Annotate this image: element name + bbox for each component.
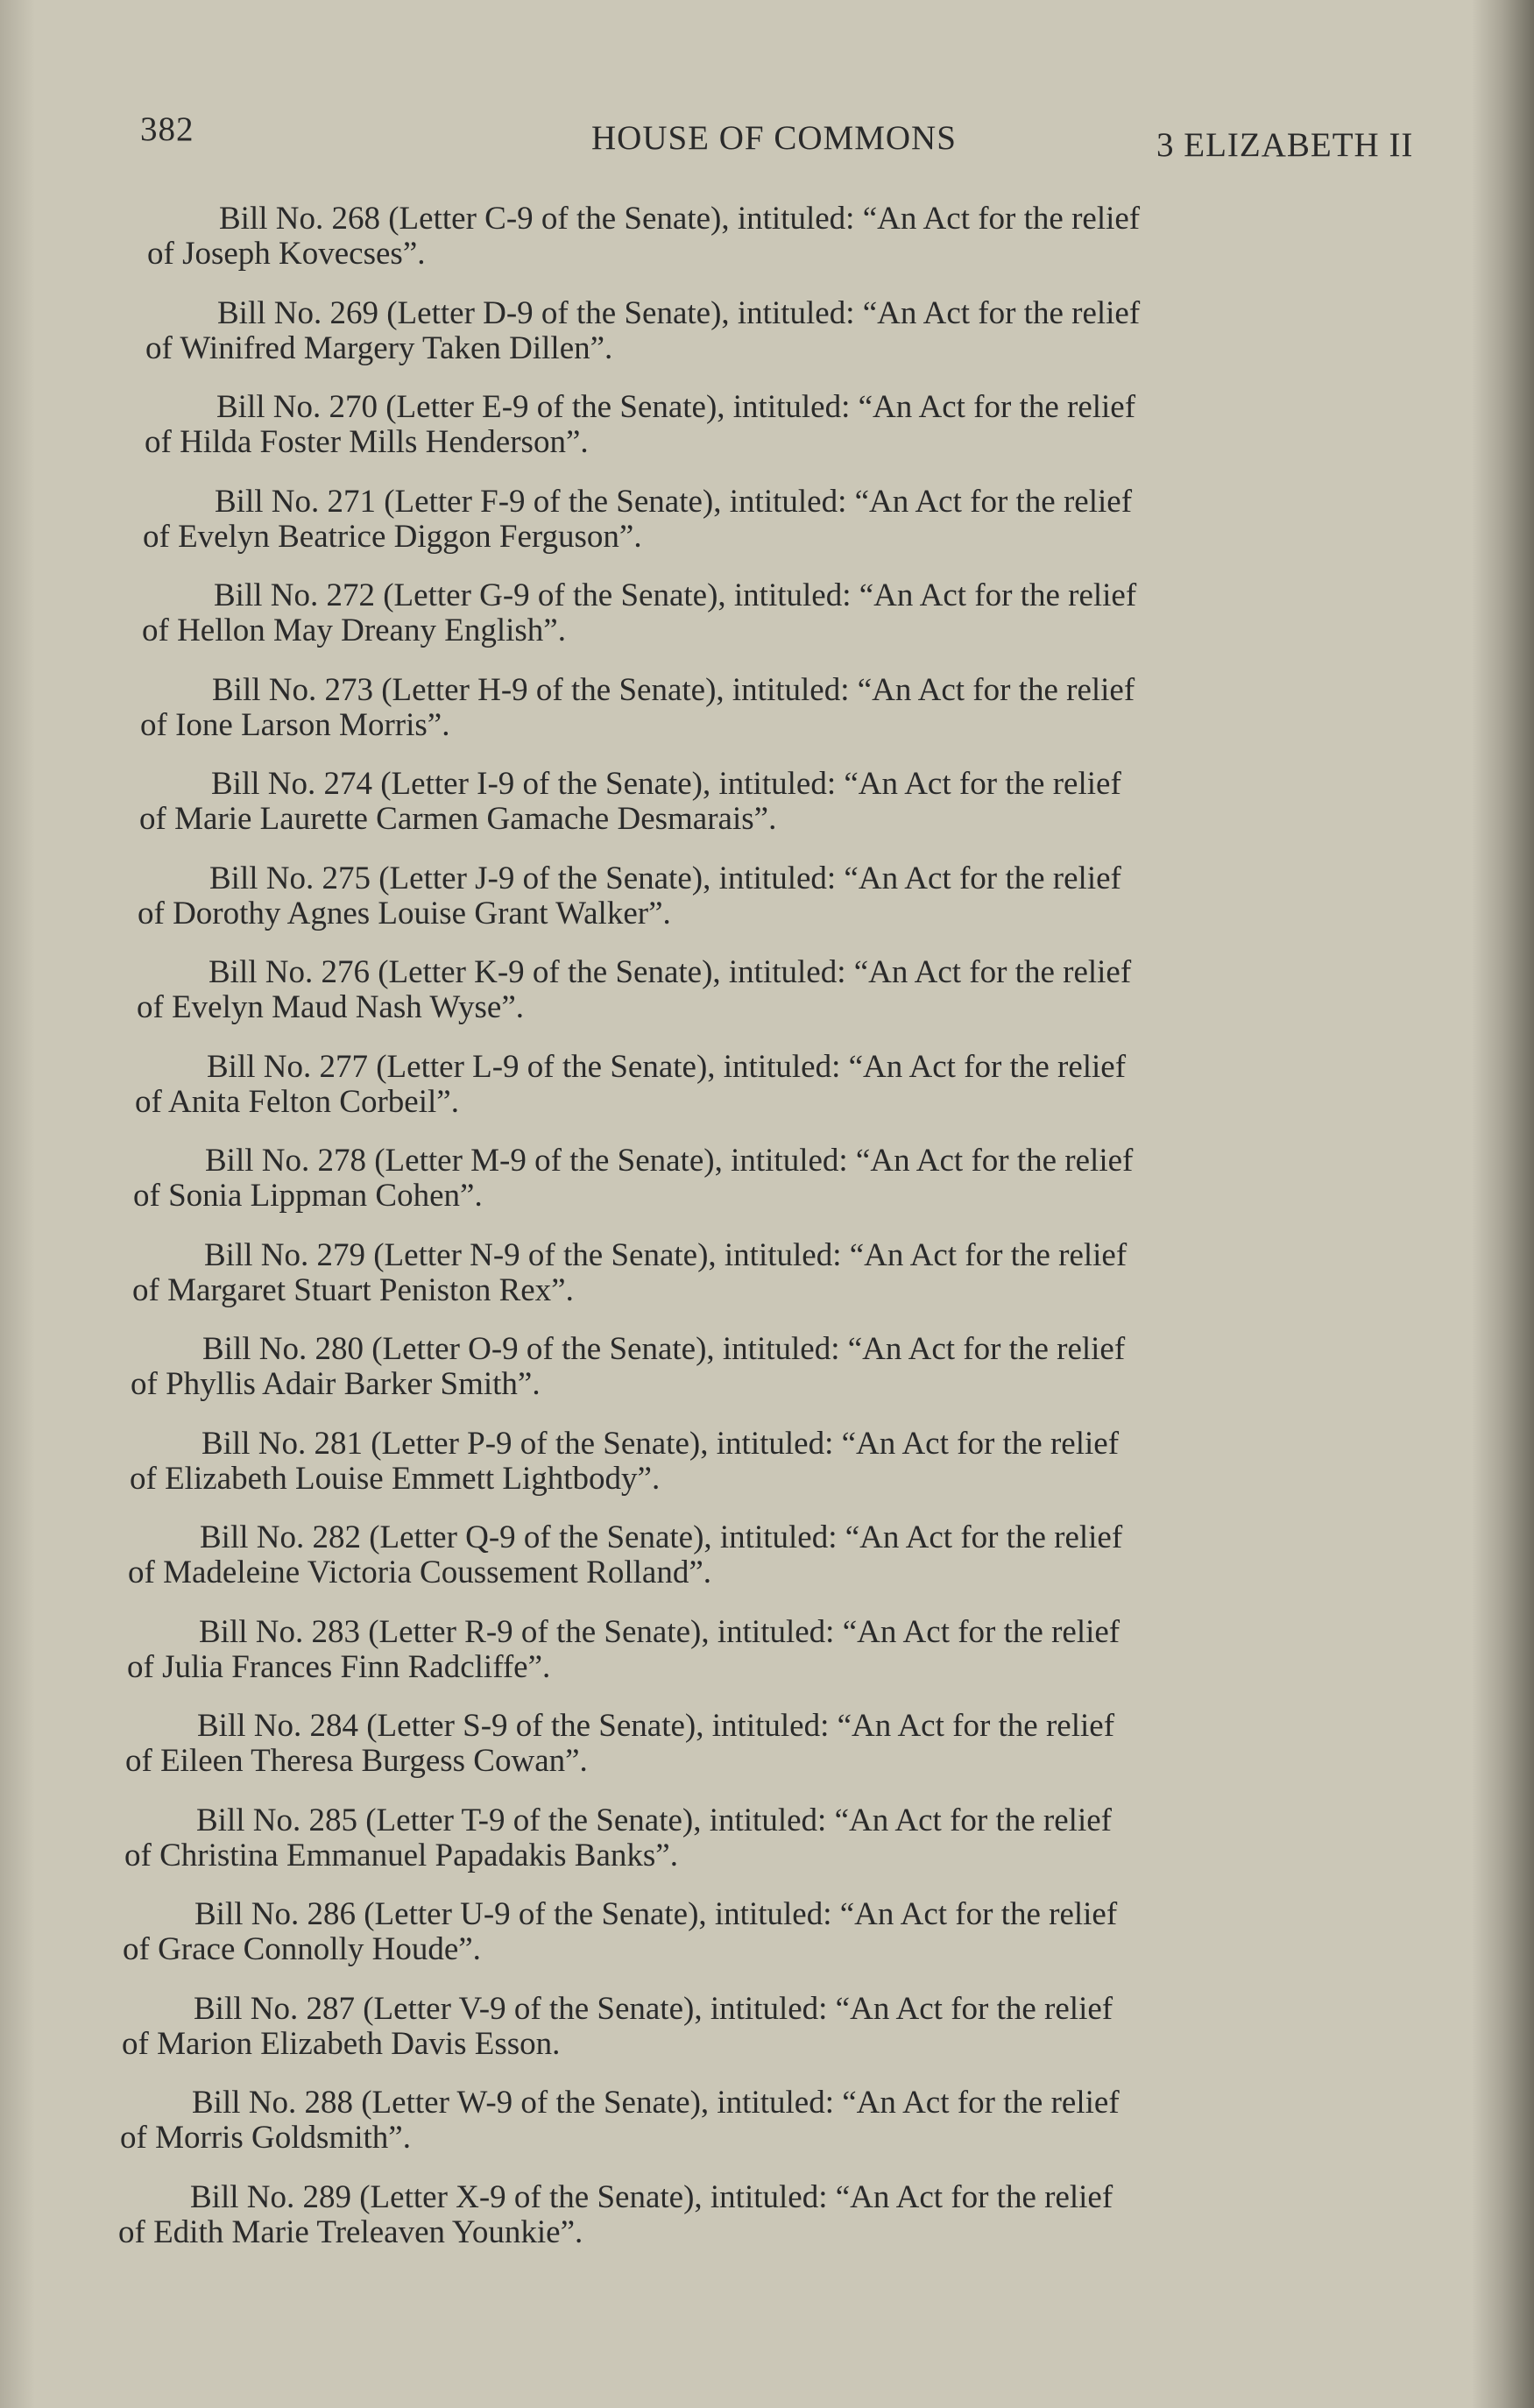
bill-line-2: of Ione Larson Morris”. [140,706,450,743]
bill-entry [0,1238,1534,1333]
bill-entry [0,673,1534,768]
bill-list [0,202,1534,2274]
bill-entry [0,1050,1534,1144]
bill-entry [0,1615,1534,1710]
bill-line-1: Bill No. 272 (Letter G-9 of the Senate), intituled: “An Act for the relief [214,577,1137,613]
bill-entry [0,202,1534,296]
bill-entry [0,955,1534,1050]
bill-line-1: Bill No. 278 (Letter M-9 of the Senate), intituled: “An Act for the relief [205,1143,1134,1179]
bill-line-2: of Marie Laurette Carmen Gamache Desmarais”. [139,801,777,837]
bill-line-2: of Morris Goldsmith”. [120,2120,411,2156]
bill-line-1: Bill No. 288 (Letter W-9 of the Senate), intituled: “An Act for the relief [192,2085,1120,2121]
bill-entry [0,296,1534,391]
bill-entry [0,1803,1534,1898]
page-number: 382 [140,110,194,148]
bill-entry [0,767,1534,861]
bill-entry [0,485,1534,579]
bill-line-1: Bill No. 271 (Letter F-9 of the Senate), intituled: “An Act for the relief [215,483,1133,520]
bill-line-1: Bill No. 279 (Letter N-9 of the Senate), intituled: “An Act for the relief [204,1236,1128,1273]
bill-line-1: Bill No. 282 (Letter Q-9 of the Senate), intituled: “An Act for the relief [200,1519,1123,1555]
bill-line-1: Bill No. 276 (Letter K-9 of the Senate), intituled: “An Act for the relief [209,954,1132,990]
bill-entry [0,1332,1534,1427]
bill-entry [0,1897,1534,1992]
bill-entry [0,861,1534,956]
bill-entry [0,578,1534,673]
bill-line-2: of Evelyn Maud Nash Wyse”. [137,989,525,1025]
bill-line-1: Bill No. 285 (Letter T-9 of the Senate), intituled: “An Act for the relief [196,1802,1112,1838]
bill-entry [0,1992,1534,2086]
bill-line-1: Bill No. 289 (Letter X-9 of the Senate), intituled: “An Act for the relief [190,2178,1113,2215]
bill-line-2: of Hilda Foster Mills Henderson”. [145,424,589,460]
bill-line-2: of Winifred Margery Taken Dillen”. [145,329,613,366]
bill-line-2: of Elizabeth Louise Emmett Lightbody”. [130,1460,661,1497]
bill-line-1: Bill No. 284 (Letter S-9 of the Senate), intituled: “An Act for the relief [197,1708,1115,1744]
bill-line-2: of Grace Connolly Houde”. [123,1931,481,1967]
bill-line-2: of Dorothy Agnes Louise Grant Walker”. [138,895,671,931]
bill-line-1: Bill No. 283 (Letter R-9 of the Senate), intituled: “An Act for the relief [199,1613,1120,1650]
bill-line-1: Bill No. 287 (Letter V-9 of the Senate), intituled: “An Act for the relief [194,1990,1113,2027]
bill-line-2: of Phyllis Adair Barker Smith”. [131,1366,541,1402]
bill-entry [0,2180,1534,2275]
bill-line-1: Bill No. 280 (Letter O-9 of the Senate), intituled: “An Act for the relief [202,1331,1126,1367]
bill-entry [0,2086,1534,2180]
bill-line-2: of Hellon May Dreany English”. [142,613,566,648]
bill-line-2: of Joseph Kovecses”. [147,236,426,272]
bill-line-2: of Madeleine Victoria Coussement Rolland”. [128,1555,712,1590]
bill-line-2: of Sonia Lippman Cohen”. [133,1178,483,1214]
bill-line-2: of Christina Emmanuel Papadakis Banks”. [124,1837,678,1873]
bill-line-1: Bill No. 275 (Letter J-9 of the Senate), intituled: “An Act for the relief [209,860,1121,896]
bill-line-1: Bill No. 277 (Letter L-9 of the Senate), intituled: “An Act for the relief [207,1048,1127,1085]
bill-line-1: Bill No. 286 (Letter U-9 of the Senate), intituled: “An Act for the relief [194,1896,1118,1932]
page-header [140,110,1454,162]
bill-line-2: of Evelyn Beatrice Diggon Ferguson”. [143,518,642,555]
bill-line-2: of Eileen Theresa Burgess Cowan”. [125,1743,588,1779]
bill-line-1: Bill No. 268 (Letter C-9 of the Senate), intituled: “An Act for the relief [219,201,1141,237]
bill-line-2: of Julia Frances Finn Radcliffe”. [127,1648,551,1685]
bill-line-2: of Edith Marie Treleaven Younkie”. [118,2213,583,2250]
regnal-year: 3 ELIZABETH II [1156,126,1414,164]
bill-line-1: Bill No. 273 (Letter H-9 of the Senate), intituled: “An Act for the relief [212,671,1135,708]
bill-line-2: of Marion Elizabeth Davis Esson. [122,2025,561,2062]
bill-entry [0,1144,1534,1238]
bill-line-1: Bill No. 274 (Letter I-9 of the Senate), intituled: “An Act for the relief [211,766,1121,802]
running-title: HOUSE OF COMMONS [591,119,957,157]
bill-entry [0,1709,1534,1803]
bill-line-1: Bill No. 281 (Letter P-9 of the Senate), intituled: “An Act for the relief [201,1425,1120,1462]
bill-line-1: Bill No. 270 (Letter E-9 of the Senate), intituled: “An Act for the relief [216,389,1136,425]
bill-line-2: of Anita Felton Corbeil”. [135,1083,459,1120]
bill-line-1: Bill No. 269 (Letter D-9 of the Senate), intituled: “An Act for the relief [217,294,1141,331]
bill-entry [0,390,1534,485]
bill-entry [0,1427,1534,1521]
bill-line-2: of Margaret Stuart Peniston Rex”. [132,1271,574,1308]
bill-entry [0,1520,1534,1615]
